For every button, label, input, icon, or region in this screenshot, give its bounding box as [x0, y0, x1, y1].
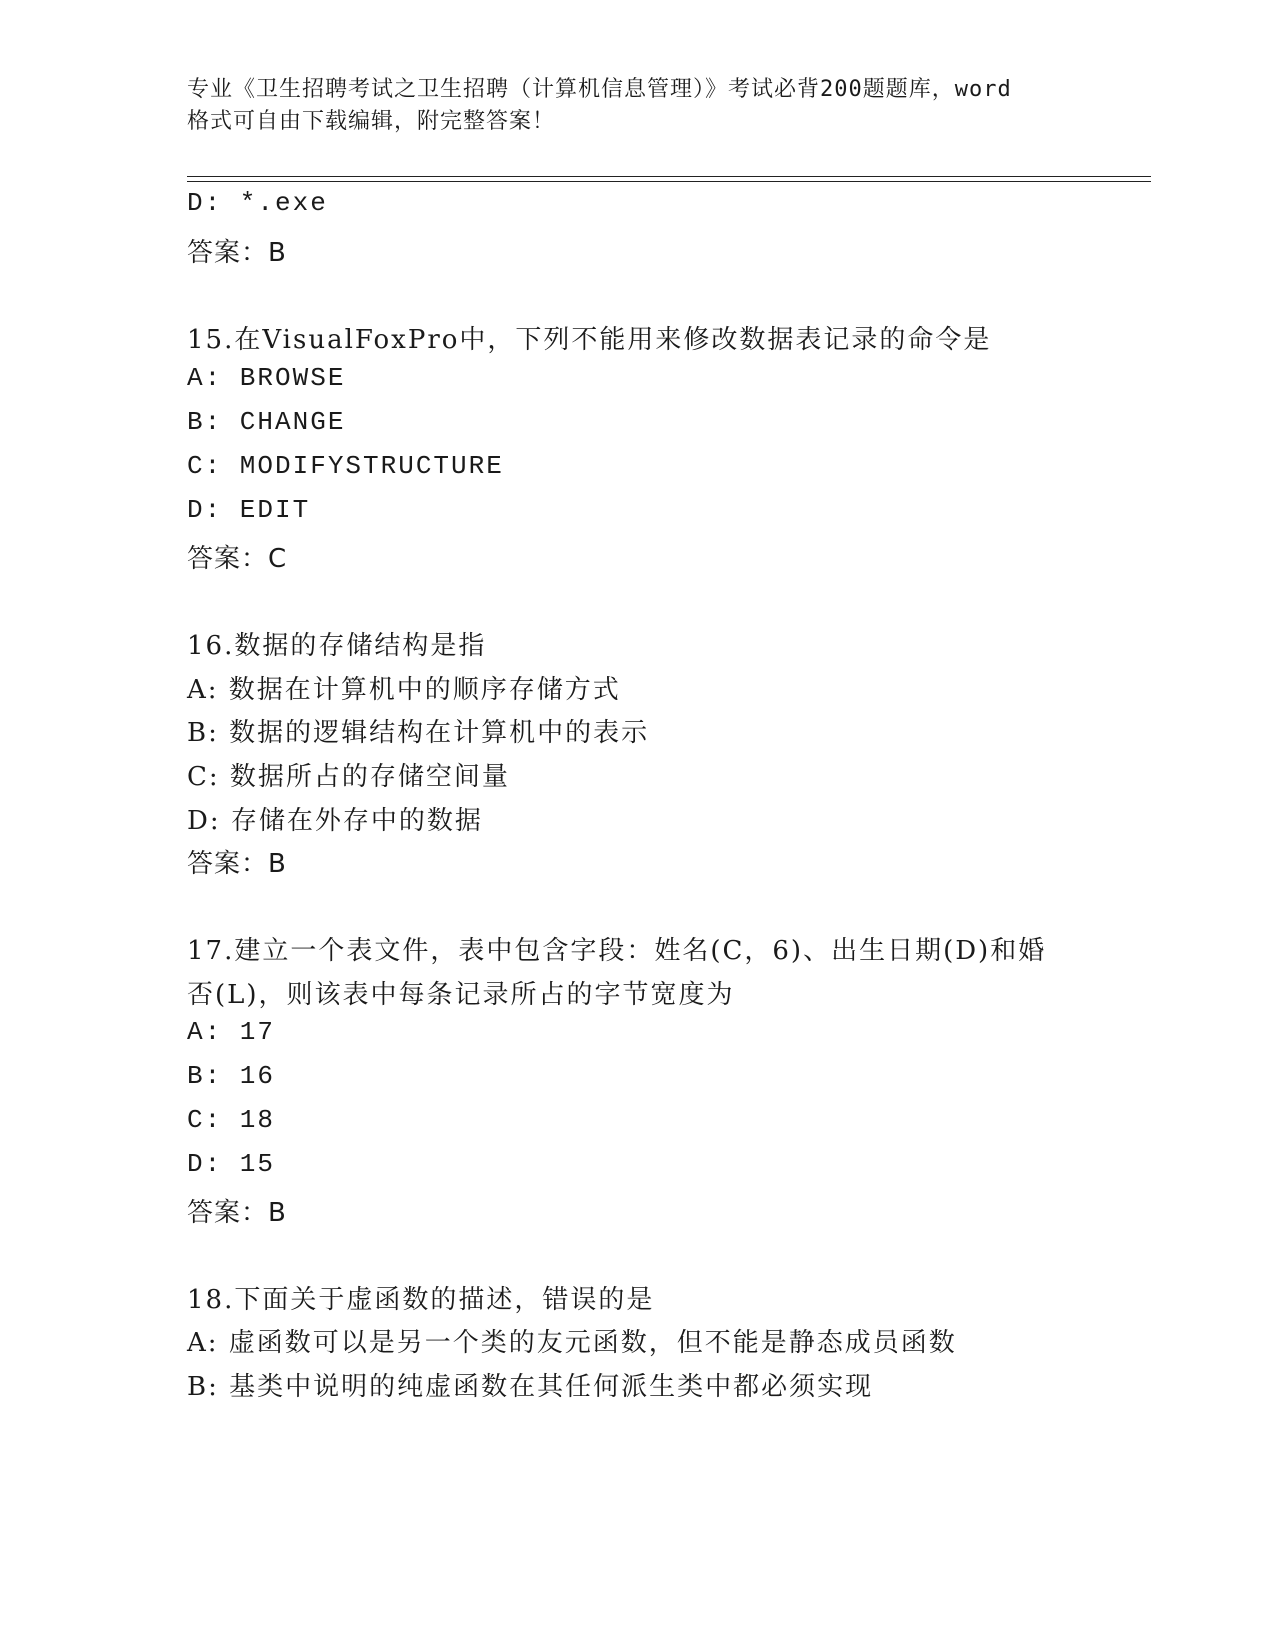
q18-stem: 18.下面关于虚函数的描述，错误的是	[187, 1285, 655, 1315]
q15-option-c: C: MODIFYSTRUCTURE	[187, 451, 504, 481]
prev-option-d: D: *.exe	[187, 188, 328, 218]
q15-option-b: B: CHANGE	[187, 407, 346, 437]
q17-option-b: B: 16	[187, 1061, 276, 1091]
q17-option-c: C: 18	[187, 1105, 276, 1135]
q16-option-b: B: 数据的逻辑结构在计算机中的表示	[187, 718, 650, 748]
q18-option-b: B: 基类中说明的纯虚函数在其任何派生类中都必须实现	[187, 1372, 874, 1402]
header-title-line-1: 专业《卫生招聘考试之卫生招聘（计算机信息管理）》考试必背200题题库，word	[187, 77, 1012, 102]
q16-option-a: A: 数据在计算机中的顺序存储方式	[187, 675, 621, 705]
q15-answer: 答案：C	[187, 544, 288, 574]
q17-answer: 答案：B	[187, 1198, 287, 1228]
header-title-line-2: 格式可自由下载编辑，附完整答案！	[187, 109, 556, 134]
q15-stem: 15.在VisualFoxPro中，下列不能用来修改数据表记录的命令是	[187, 325, 992, 355]
header-divider-top	[187, 176, 1151, 177]
q16-stem: 16.数据的存储结构是指	[187, 631, 487, 661]
q15-option-d: D: EDIT	[187, 495, 311, 525]
q17-option-a: A: 17	[187, 1017, 276, 1047]
q16-answer: 答案：B	[187, 849, 287, 879]
header-divider-bottom	[187, 181, 1151, 182]
q17-stem-line-2: 否(L)，则该表中每条记录所占的字节宽度为	[187, 980, 735, 1010]
q16-option-c: C: 数据所占的存储空间量	[187, 762, 510, 792]
q17-stem-line-1: 17.建立一个表文件，表中包含字段：姓名(C，6)、出生日期(D)和婚	[187, 936, 1047, 966]
q16-option-d: D: 存储在外存中的数据	[187, 806, 483, 836]
q18-option-a: A: 虚函数可以是另一个类的友元函数，但不能是静态成员函数	[187, 1328, 957, 1358]
q15-option-a: A: BROWSE	[187, 363, 346, 393]
document-header	[187, 74, 1087, 138]
q17-option-d: D: 15	[187, 1149, 276, 1179]
prev-answer: 答案：B	[187, 238, 287, 268]
